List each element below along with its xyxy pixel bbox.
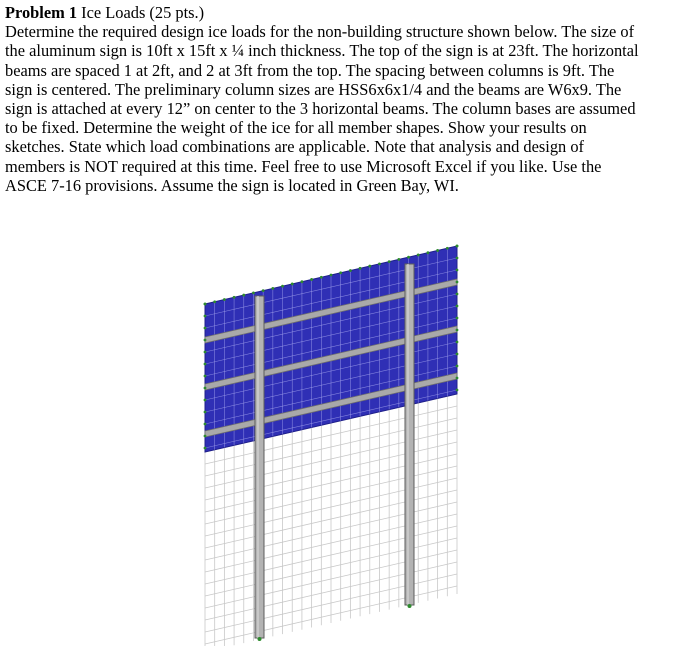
problem-statement — [5, 3, 688, 195]
left-edge-node — [204, 315, 207, 318]
top-edge-node — [281, 285, 284, 288]
right-edge-node — [456, 281, 459, 284]
problem-title: Ice Loads (25 pts.) — [77, 3, 205, 22]
top-edge-node — [427, 251, 430, 254]
right-edge-node — [456, 365, 459, 368]
statement-line-9: ASCE 7-16 provisions. Assume the sign is located in Green Bay, WI. — [5, 175, 459, 195]
column-base-node — [258, 637, 262, 641]
top-edge-node — [291, 283, 294, 286]
column-base-node — [408, 604, 412, 608]
top-edge-node — [271, 287, 274, 290]
problem-number: Problem 1 — [5, 3, 78, 22]
right-edge-node — [456, 329, 459, 332]
left-edge-node — [204, 351, 207, 354]
top-edge-node — [301, 280, 304, 283]
column — [255, 296, 264, 638]
top-edge-node — [330, 274, 333, 277]
right-edge-node — [456, 377, 459, 380]
top-edge-node — [446, 247, 449, 250]
left-edge-node — [204, 447, 207, 450]
top-edge-node — [417, 254, 420, 257]
column — [405, 264, 414, 605]
left-edge-node — [204, 411, 207, 414]
top-edge-node — [252, 291, 255, 294]
statement-line-3: beams are spaced 1 at 2ft, and 2 at 3ft from the top. The spacing between columns is 9ft. The — [5, 60, 615, 80]
top-edge-node — [223, 298, 226, 301]
statement-line-8: members is NOT required at this time. Feel free to use Microsoft Excel if you like. Use the — [5, 156, 602, 176]
problem-heading — [5, 3, 688, 22]
statement-line-2: the aluminum sign is 10ft x 15ft x ¼ inch thickness. The top of the sign is at 23ft. The horizontal — [5, 41, 639, 61]
right-edge-node — [456, 245, 459, 248]
top-edge-node — [359, 267, 362, 270]
right-edge-node — [456, 257, 459, 260]
left-edge-node — [204, 435, 207, 438]
statement-line-5: sign is attached at every 12” on center to the 3 horizontal beams. The column bases are assumed — [5, 99, 636, 119]
left-edge-node — [204, 423, 207, 426]
right-edge-node — [456, 305, 459, 308]
left-edge-node — [204, 303, 207, 306]
left-edge-node — [204, 327, 207, 330]
left-edge-node — [204, 363, 207, 366]
sign-structure-drawing — [190, 232, 480, 646]
right-edge-node — [456, 389, 459, 392]
top-edge-node — [378, 262, 381, 265]
right-edge-node — [456, 341, 459, 344]
statement-line-7: sketches. State which load combinations are applicable. Note that analysis and design of — [5, 137, 584, 157]
right-edge-node — [456, 353, 459, 356]
top-edge-node — [407, 256, 410, 259]
top-edge-node — [339, 271, 342, 274]
top-edge-node — [262, 289, 265, 292]
sign-structure-figure — [190, 232, 480, 646]
top-edge-node — [320, 276, 323, 279]
right-edge-node — [456, 293, 459, 296]
top-edge-node — [242, 294, 245, 297]
left-edge-node — [204, 387, 207, 390]
top-edge-node — [349, 269, 352, 272]
top-edge-node — [368, 265, 371, 268]
statement-line-1: Determine the required design ice loads for the non-building structure shown below. The size of — [5, 22, 635, 42]
right-edge-node — [456, 317, 459, 320]
statement-line-6: to be fixed. Determine the weight of the ice for all member shapes. Show your results on — [5, 118, 587, 138]
top-edge-node — [233, 296, 236, 299]
top-edge-node — [310, 278, 313, 281]
top-edge-node — [213, 300, 216, 303]
statement-line-4: sign is centered. The preliminary column sizes are HSS6x6x1/4 and the beams are W6x9. The — [5, 79, 622, 99]
right-edge-node — [456, 269, 459, 272]
top-edge-node — [397, 258, 400, 261]
top-edge-node — [436, 249, 439, 252]
left-edge-node — [204, 375, 207, 378]
left-edge-node — [204, 339, 207, 342]
top-edge-node — [388, 260, 391, 263]
left-edge-node — [204, 399, 207, 402]
